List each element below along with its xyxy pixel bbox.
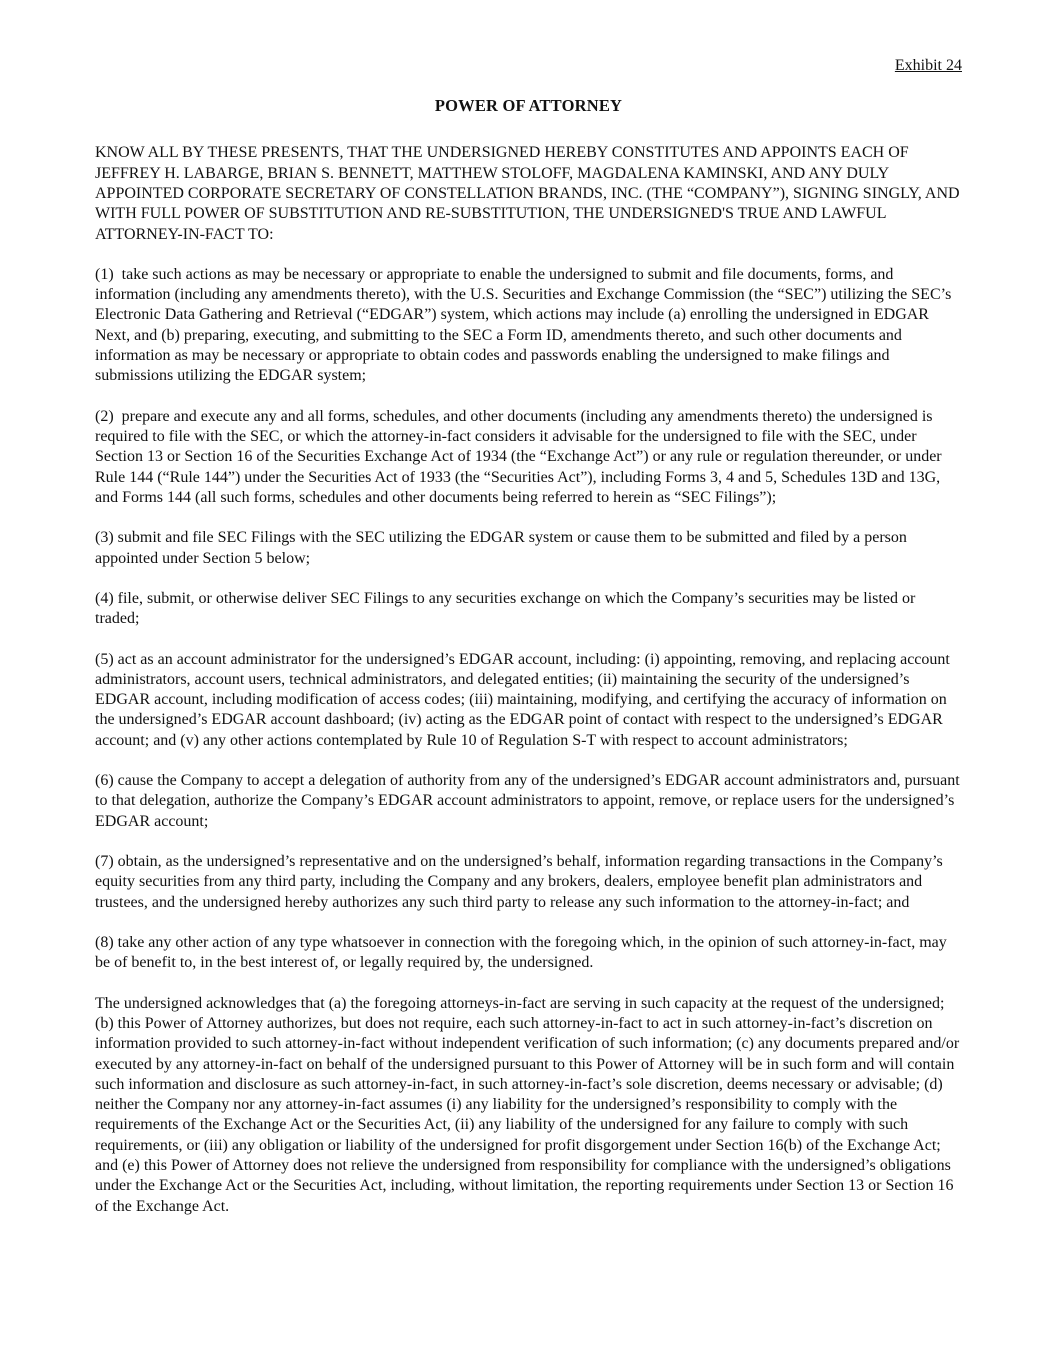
paragraph-6: (6) cause the Company to accept a delegation of authority from any of the undersigned’s EDGAR account administrators and, pursuant to that delegation, authorize the Company’s EDGAR account administrators to appoint, remove, or replace users for the undersigned’s EDGAR account; [95,772,964,830]
paragraph-acknowledgment: The undersigned acknowledges that (a) the foregoing attorneys-in-fact are serving in such capacity at the request of the undersigned; (b) this Power of Attorney authorizes, but does not require, each such attorney-in-fact to act in such attorney-in-fact’s discretion on information provided to such attorney-in-fact without independent verification of such information; (c) any documents prepared and/or executed by any attorney-in-fact on behalf of the undersigned pursuant to this Power of Attorney will be in such form and will contain such information and disclosure as such attorney-in-fact, in such attorney-in-fact’s sole discretion, deems necessary or advisable; (d) neither the Company nor any attorney-in-fact assumes (i) any liability for the undersigned’s responsibility to comply with the requirements of the Exchange Act or the Securities Act, (ii) any liability of the undersigned for any failure to comply with such requirements, or (iii) any obligation or liability of the undersigned for profit disgorgement under Section 16(b) of the Exchange Act; and (e) this Power of Attorney does not relieve the undersigned from responsibility for compliance with the undersigned’s obligations under the Exchange Act or the Securities Act, including, without limitation, the reporting requirements under Section 13 or Section 16 of the Exchange Act. [95,994,964,1215]
paragraph-7: (7) obtain, as the undersigned’s representative and on the undersigned’s behalf, information regarding transactions in the Company’s equity securities from any third party, including the Company and any brokers, dealers, employee benefit plan administrators and trustees, and the undersigned hereby authorizes any such third party to release any such information to the attorney-in-fact; and [95,853,947,911]
paragraph-5: (5) act as an account administrator for the undersigned’s EDGAR account, including: (i) appointing, removing, and replacing account administrators, account users, technical administrators, and delegated entities; (ii) maintaining the security of the undersigned’s EDGAR account, including modification of access codes; (iii) maintaining, modifying, and certifying the accuracy of information on the undersigned’s EDGAR account dashboard; (iv) acting as the EDGAR point of contact with respect to the undersigned’s EDGAR account; and (v) any other actions contemplated by Rule 10 of Regulation S-T with respect to account administrators; [95,650,954,749]
exhibit-label: Exhibit 24 [894,57,962,74]
paragraph-2: (2) prepare and execute any and all forms, schedules, and other documents (including any amendments thereto) the undersigned is required to file with the SEC, or which the attorney-in-fact considers it advisable for the undersigned to file with the SEC, under Section 13 or Section 16 of the Securities Exchange Act of 1934 (the “Exchange Act”) or any rule or regulation thereunder, or under Rule 144 (“Rule 144”) under the Securities Act of 1933 (the “Securities Act”), including Forms 3, 4 and 5, Schedules 13D and 13G, and Forms 144 (all such forms, schedules and other documents being referred to herein as “SEC Filings”); [95,407,946,506]
exhibit-line [95,56,962,76]
paragraph-1: (1) take such actions as may be necessary or appropriate to enable the undersigned to submit and file documents, forms, and information (including any amendments thereto), with the U.S. Securities and Exchange Commission (the “SEC”) utilizing the SEC’s Electronic Data Gathering and Retrieval (“EDGAR”) system, which actions may include (a) enrolling the undersigned in EDGAR Next, and (b) preparing, executing, and submitting to the SEC a Form ID, amendments thereto, and such other documents and information as may be necessary or appropriate to obtain codes and passwords enabling the undersigned to make filings and submissions utilizing the EDGAR system; [95,265,956,385]
document-title: POWER OF ATTORNEY [434,96,623,116]
paragraph-4: (4) file, submit, or otherwise deliver SEC Filings to any securities exchange on which the Company’s securities may be listed or traded; [95,589,920,628]
paragraph-8: (8) take any other action of any type whatsoever in connection with the foregoing which, in the opinion of such attorney-in-fact, may be of benefit to, in the best interest of, or legally required by, the undersigned. [95,933,951,972]
paragraph-intro: KNOW ALL BY THESE PRESENTS, THAT THE UNDERSIGNED HEREBY CONSTITUTES AND APPOINTS EACH OF JEFFREY H. LABARGE, BRIAN S. BENNETT, MATTHEW STOLOFF, MAGDALENA KAMINSKI, AND ANY DULY APPOINTED CORPORATE SECRETARY OF CONSTELLATION BRANDS, INC. (THE “COMPANY”), SIGNING SINGLY, AND WITH FULL POWER OF SUBSTITUTION AND RE-SUBSTITUTION, THE UNDERSIGNED'S TRUE AND LAWFUL ATTORNEY-IN-FACT TO: [95,144,964,243]
paragraph-3: (3) submit and file SEC Filings with the SEC utilizing the EDGAR system or cause them to be submitted and filed by a person appointed under Section 5 below; [95,529,911,567]
